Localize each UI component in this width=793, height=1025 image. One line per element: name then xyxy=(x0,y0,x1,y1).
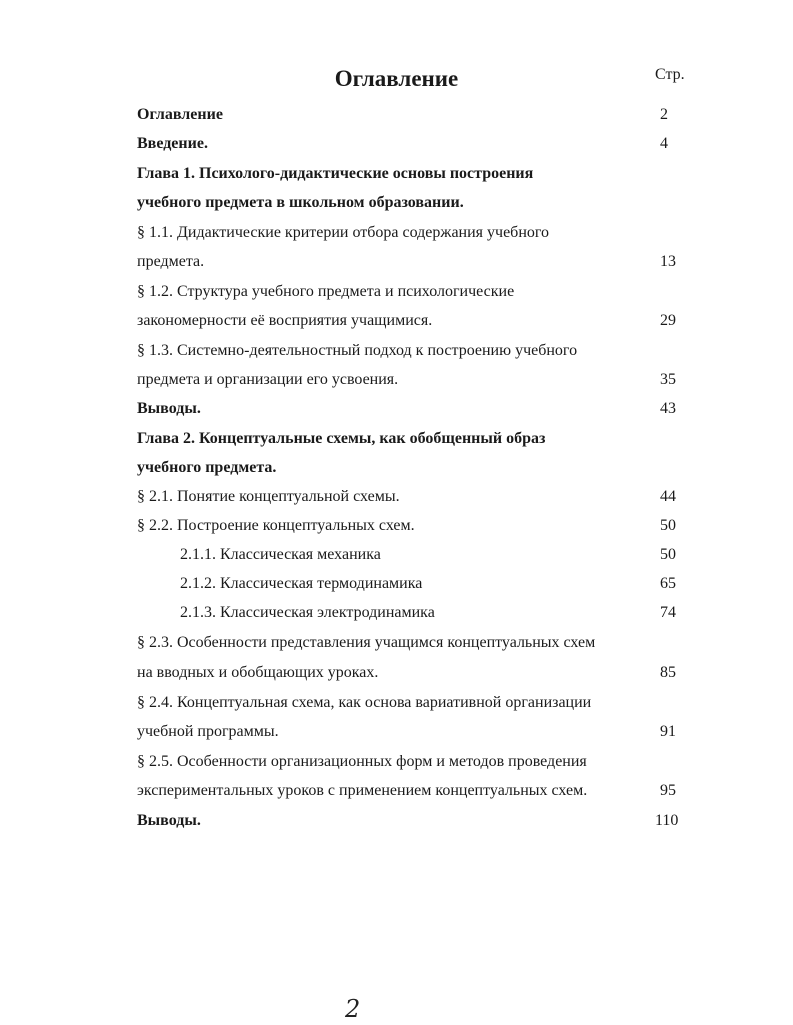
toc-page-number: 2 xyxy=(660,106,668,123)
page-column-label: Стр. xyxy=(655,66,685,83)
toc-page-number: 50 xyxy=(660,546,676,563)
toc-entry-text: § 1.3. Системно-деятельностный подход к построению учебного xyxy=(137,342,578,359)
toc-page-number: 43 xyxy=(660,400,676,417)
toc-page-number: 91 xyxy=(660,723,676,740)
toc-entry-text: § 2.2. Построение концептуальных схем. xyxy=(137,517,415,534)
toc-entry-text: § 1.1. Дидактические критерии отбора содержания учебного xyxy=(137,224,550,241)
toc-chapter-heading: учебного предмета. xyxy=(137,459,277,476)
page-title: Оглавление xyxy=(334,66,459,91)
toc-page-number: 95 xyxy=(660,782,676,799)
toc-entry-text: § 2.5. Особенности организационных форм и методов проведения xyxy=(137,753,587,770)
toc-subentry-text: 2.1.3. Классическая электродинамика xyxy=(180,604,435,621)
toc-page-number: 50 xyxy=(660,517,676,534)
toc-entry-text: предмета и организации его усвоения. xyxy=(137,371,399,388)
toc-page-number: 65 xyxy=(660,575,676,592)
toc-chapter-heading: учебного предмета в школьном образовании. xyxy=(137,194,464,211)
toc-page-number: 35 xyxy=(660,371,676,388)
toc-page-number: 74 xyxy=(660,604,676,621)
toc-entry-text: Введение. xyxy=(137,135,208,152)
toc-entry-text: Выводы. xyxy=(137,400,201,417)
toc-entry-text: Выводы. xyxy=(137,812,201,829)
toc-subentry-text: 2.1.1. Классическая механика xyxy=(180,546,381,563)
toc-entry-text: § 1.2. Структура учебного предмета и психологические xyxy=(137,283,515,300)
toc-page-number: 44 xyxy=(660,488,676,505)
toc-subentry-text: 2.1.2. Классическая термодинамика xyxy=(180,575,423,592)
toc-entry-text: § 2.3. Особенности представления учащимся концептуальных схем xyxy=(137,634,596,651)
toc-entry-text: закономерности её восприятия учащимися. xyxy=(137,312,433,329)
toc-entry-text: учебной программы. xyxy=(137,723,279,740)
toc-entry-text: § 2.4. Концептуальная схема, как основа вариативной организации xyxy=(137,694,592,711)
toc-entry-text: § 2.1. Понятие концептуальной схемы. xyxy=(137,488,400,505)
toc-entry-text: на вводных и обобщающих уроках. xyxy=(137,664,379,681)
toc-entry-text: предмета. xyxy=(137,253,205,270)
toc-page-number: 29 xyxy=(660,312,676,329)
toc-page-number: 85 xyxy=(660,664,676,681)
toc-chapter-heading: Глава 2. Концептуальные схемы, как обобщенный образ xyxy=(137,430,546,447)
toc-chapter-heading: Глава 1. Психолого-дидактические основы построения xyxy=(137,165,534,182)
toc-page-number: 4 xyxy=(660,135,668,152)
toc-page-number: 13 xyxy=(660,253,676,270)
handwritten-page-number: 2 xyxy=(345,995,361,1023)
toc-entry-text: Оглавление xyxy=(137,106,223,123)
toc-entry-text: экспериментальных уроков с применением концептуальных схем. xyxy=(137,782,588,799)
toc-page-number: 110 xyxy=(655,812,679,829)
